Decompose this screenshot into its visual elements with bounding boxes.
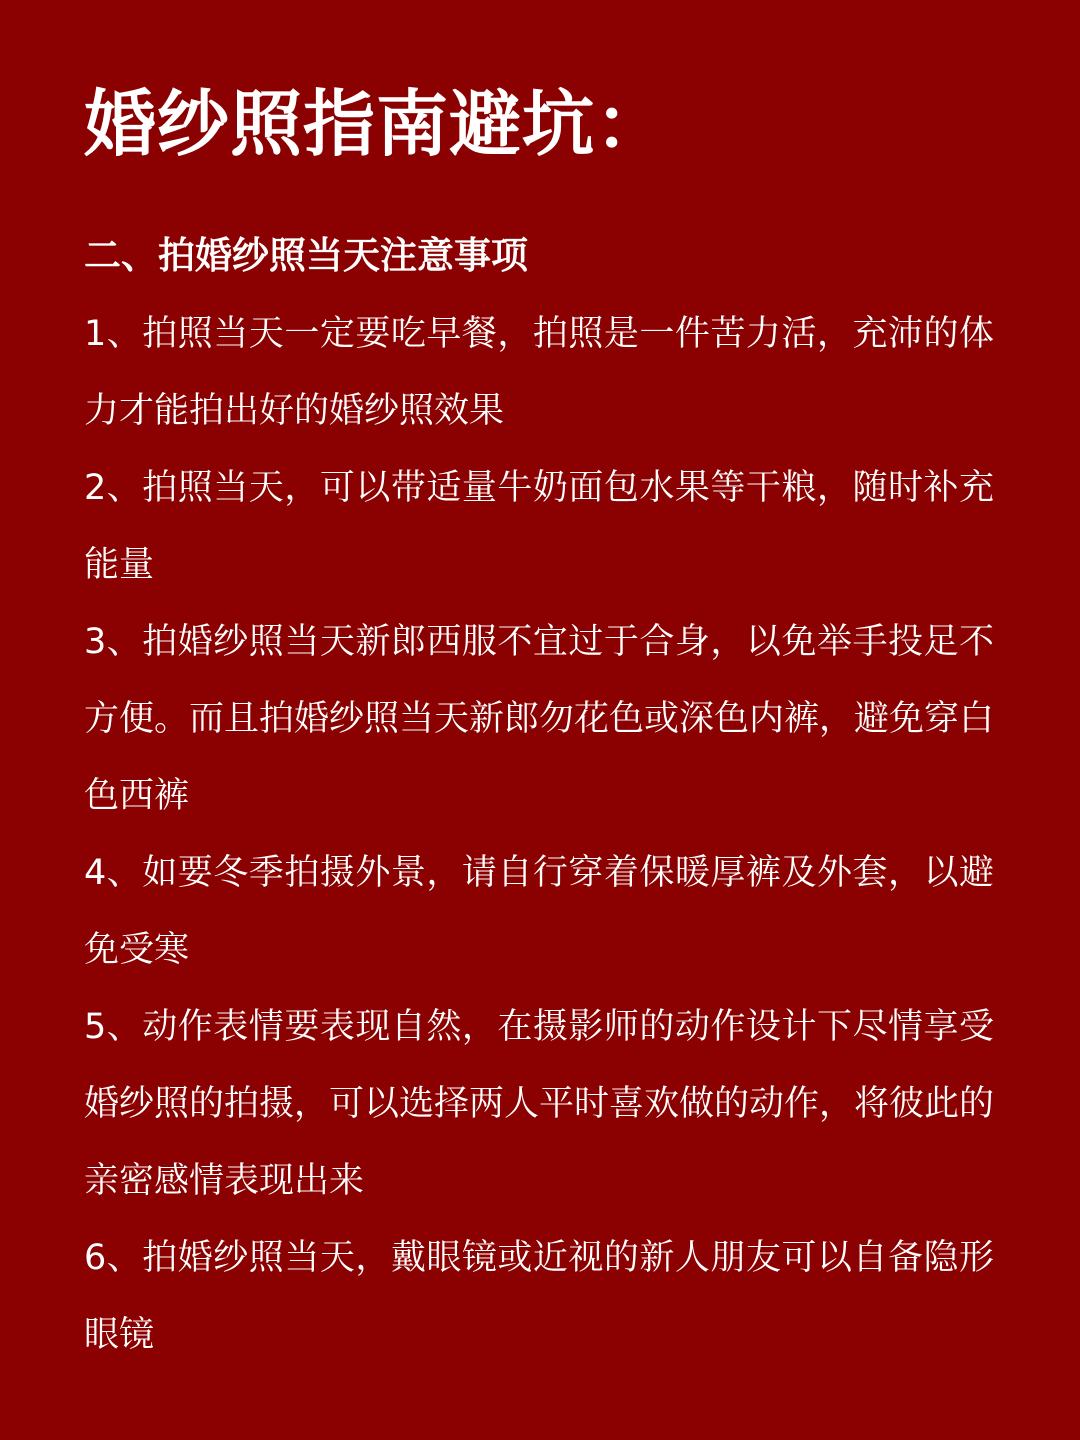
list-item: 2、拍照当天，可以带适量牛奶面包水果等干粮，随时补充能量	[84, 468, 994, 585]
list-item: 5、动作表情要表现自然，在摄影师的动作设计下尽情享受婚纱照的拍摄，可以选择两人平时喜欢做的动作，将彼此的亲密感情表现出来	[84, 1007, 995, 1201]
list-item: 1、拍照当天一定要吃早餐，拍照是一件苦力活，充沛的体力才能拍出好的婚纱照效果	[84, 314, 994, 431]
tips-list	[84, 296, 994, 1374]
page-title: 婚纱照指南避坑：	[84, 82, 669, 166]
section-heading: 二、拍婚纱照当天注意事项	[84, 234, 528, 277]
list-item: 4、如要冬季拍摄外景，请自行穿着保暖厚裤及外套，以避免受寒	[84, 853, 994, 970]
list-item: 6、拍婚纱照当天，戴眼镜或近视的新人朋友可以自备隐形眼镜	[84, 1238, 994, 1355]
list-item: 3、拍婚纱照当天新郎西服不宜过于合身，以免举手投足不方便。而且拍婚纱照当天新郎勿花色或深色内裤，避免穿白色西裤	[84, 622, 995, 816]
